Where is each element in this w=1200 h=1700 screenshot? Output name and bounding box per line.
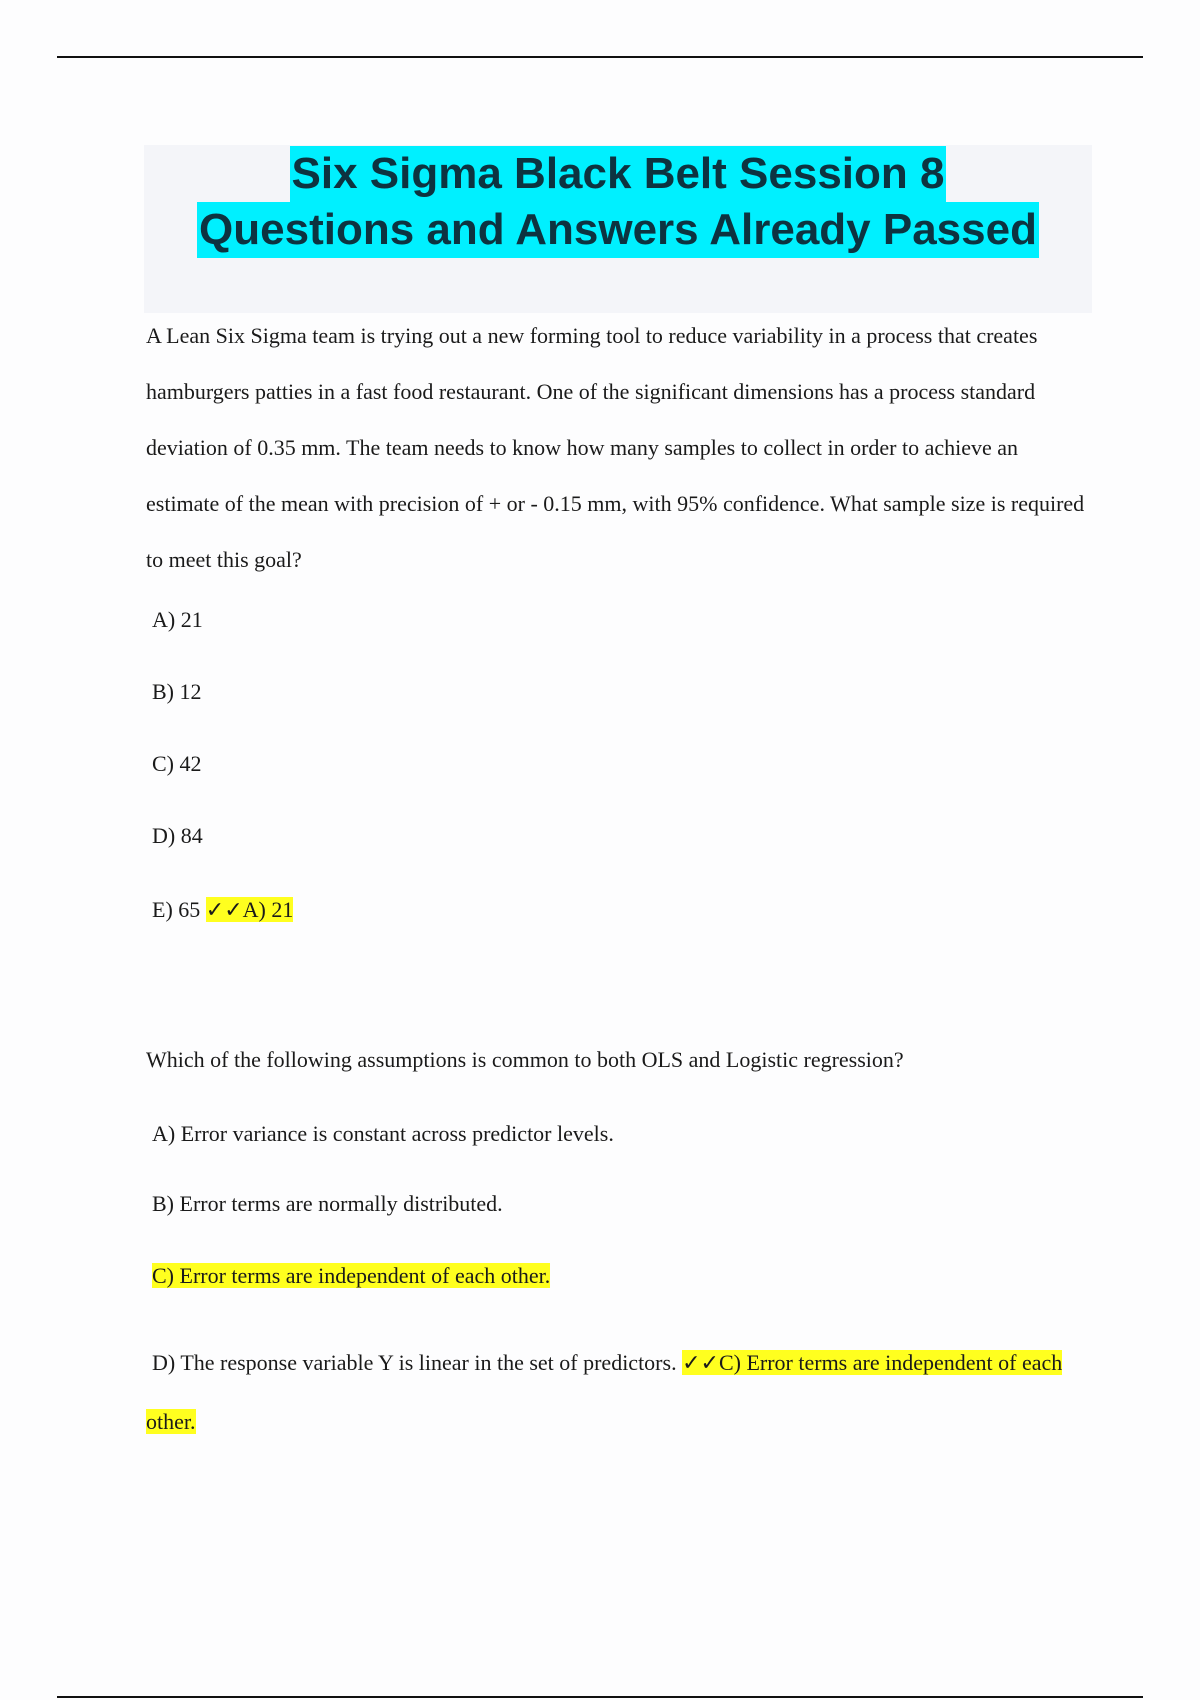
question-2-answer: C) Error terms are independent of each other. <box>146 1350 1063 1434</box>
question-1-option-c: C) 42 <box>152 751 202 776</box>
question-2-text: Which of the following assumptions is common to both OLS and Logistic regression? <box>146 1047 904 1072</box>
page-title-line-1: Six Sigma Black Belt Session 8 <box>290 146 947 202</box>
question-2-option-c-row <box>152 1260 550 1292</box>
top-rule <box>57 56 1143 58</box>
question-1-answer-highlight <box>206 897 294 922</box>
question-1-text: A Lean Six Sigma team is trying out a new forming tool to reduce variability in a process that creates hamburgers patties in a fast food restaurant. One of the significant dimensions has a process standard deviation of 0.35 mm. The team needs to know how many samples to collect in order to achieve an estimate of the mean with precision of + or - 0.15 mm, with 95% confidence. What sample size is required to meet this goal? <box>146 323 1085 572</box>
bottom-rule <box>57 1696 1143 1698</box>
question-1-option-a: A) 21 <box>152 607 203 632</box>
question-1-option-e: E) 65 <box>152 897 201 922</box>
question-1-option-b: B) 12 <box>152 679 202 704</box>
question-2-option-d: D) The response variable Y is linear in the set of predictors. <box>152 1350 677 1375</box>
question-2-option-c: C) Error terms are independent of each other. <box>152 1263 551 1288</box>
page-title-line-2: Questions and Answers Already Passed <box>197 202 1039 258</box>
question-1-option-d: D) 84 <box>152 823 203 848</box>
question-2-option-d-row <box>146 1334 1096 1451</box>
title-block <box>144 145 1092 313</box>
check-icon: ✓✓ <box>205 898 243 923</box>
question-1-option-e-row <box>152 894 293 927</box>
question-1-answer: A) 21 <box>242 897 294 922</box>
question-2-option-a: A) Error variance is constant across predictor levels. <box>152 1121 614 1146</box>
question-2-option-b: B) Error terms are normally distributed. <box>152 1191 503 1216</box>
check-icon: ✓✓ <box>682 1351 719 1376</box>
